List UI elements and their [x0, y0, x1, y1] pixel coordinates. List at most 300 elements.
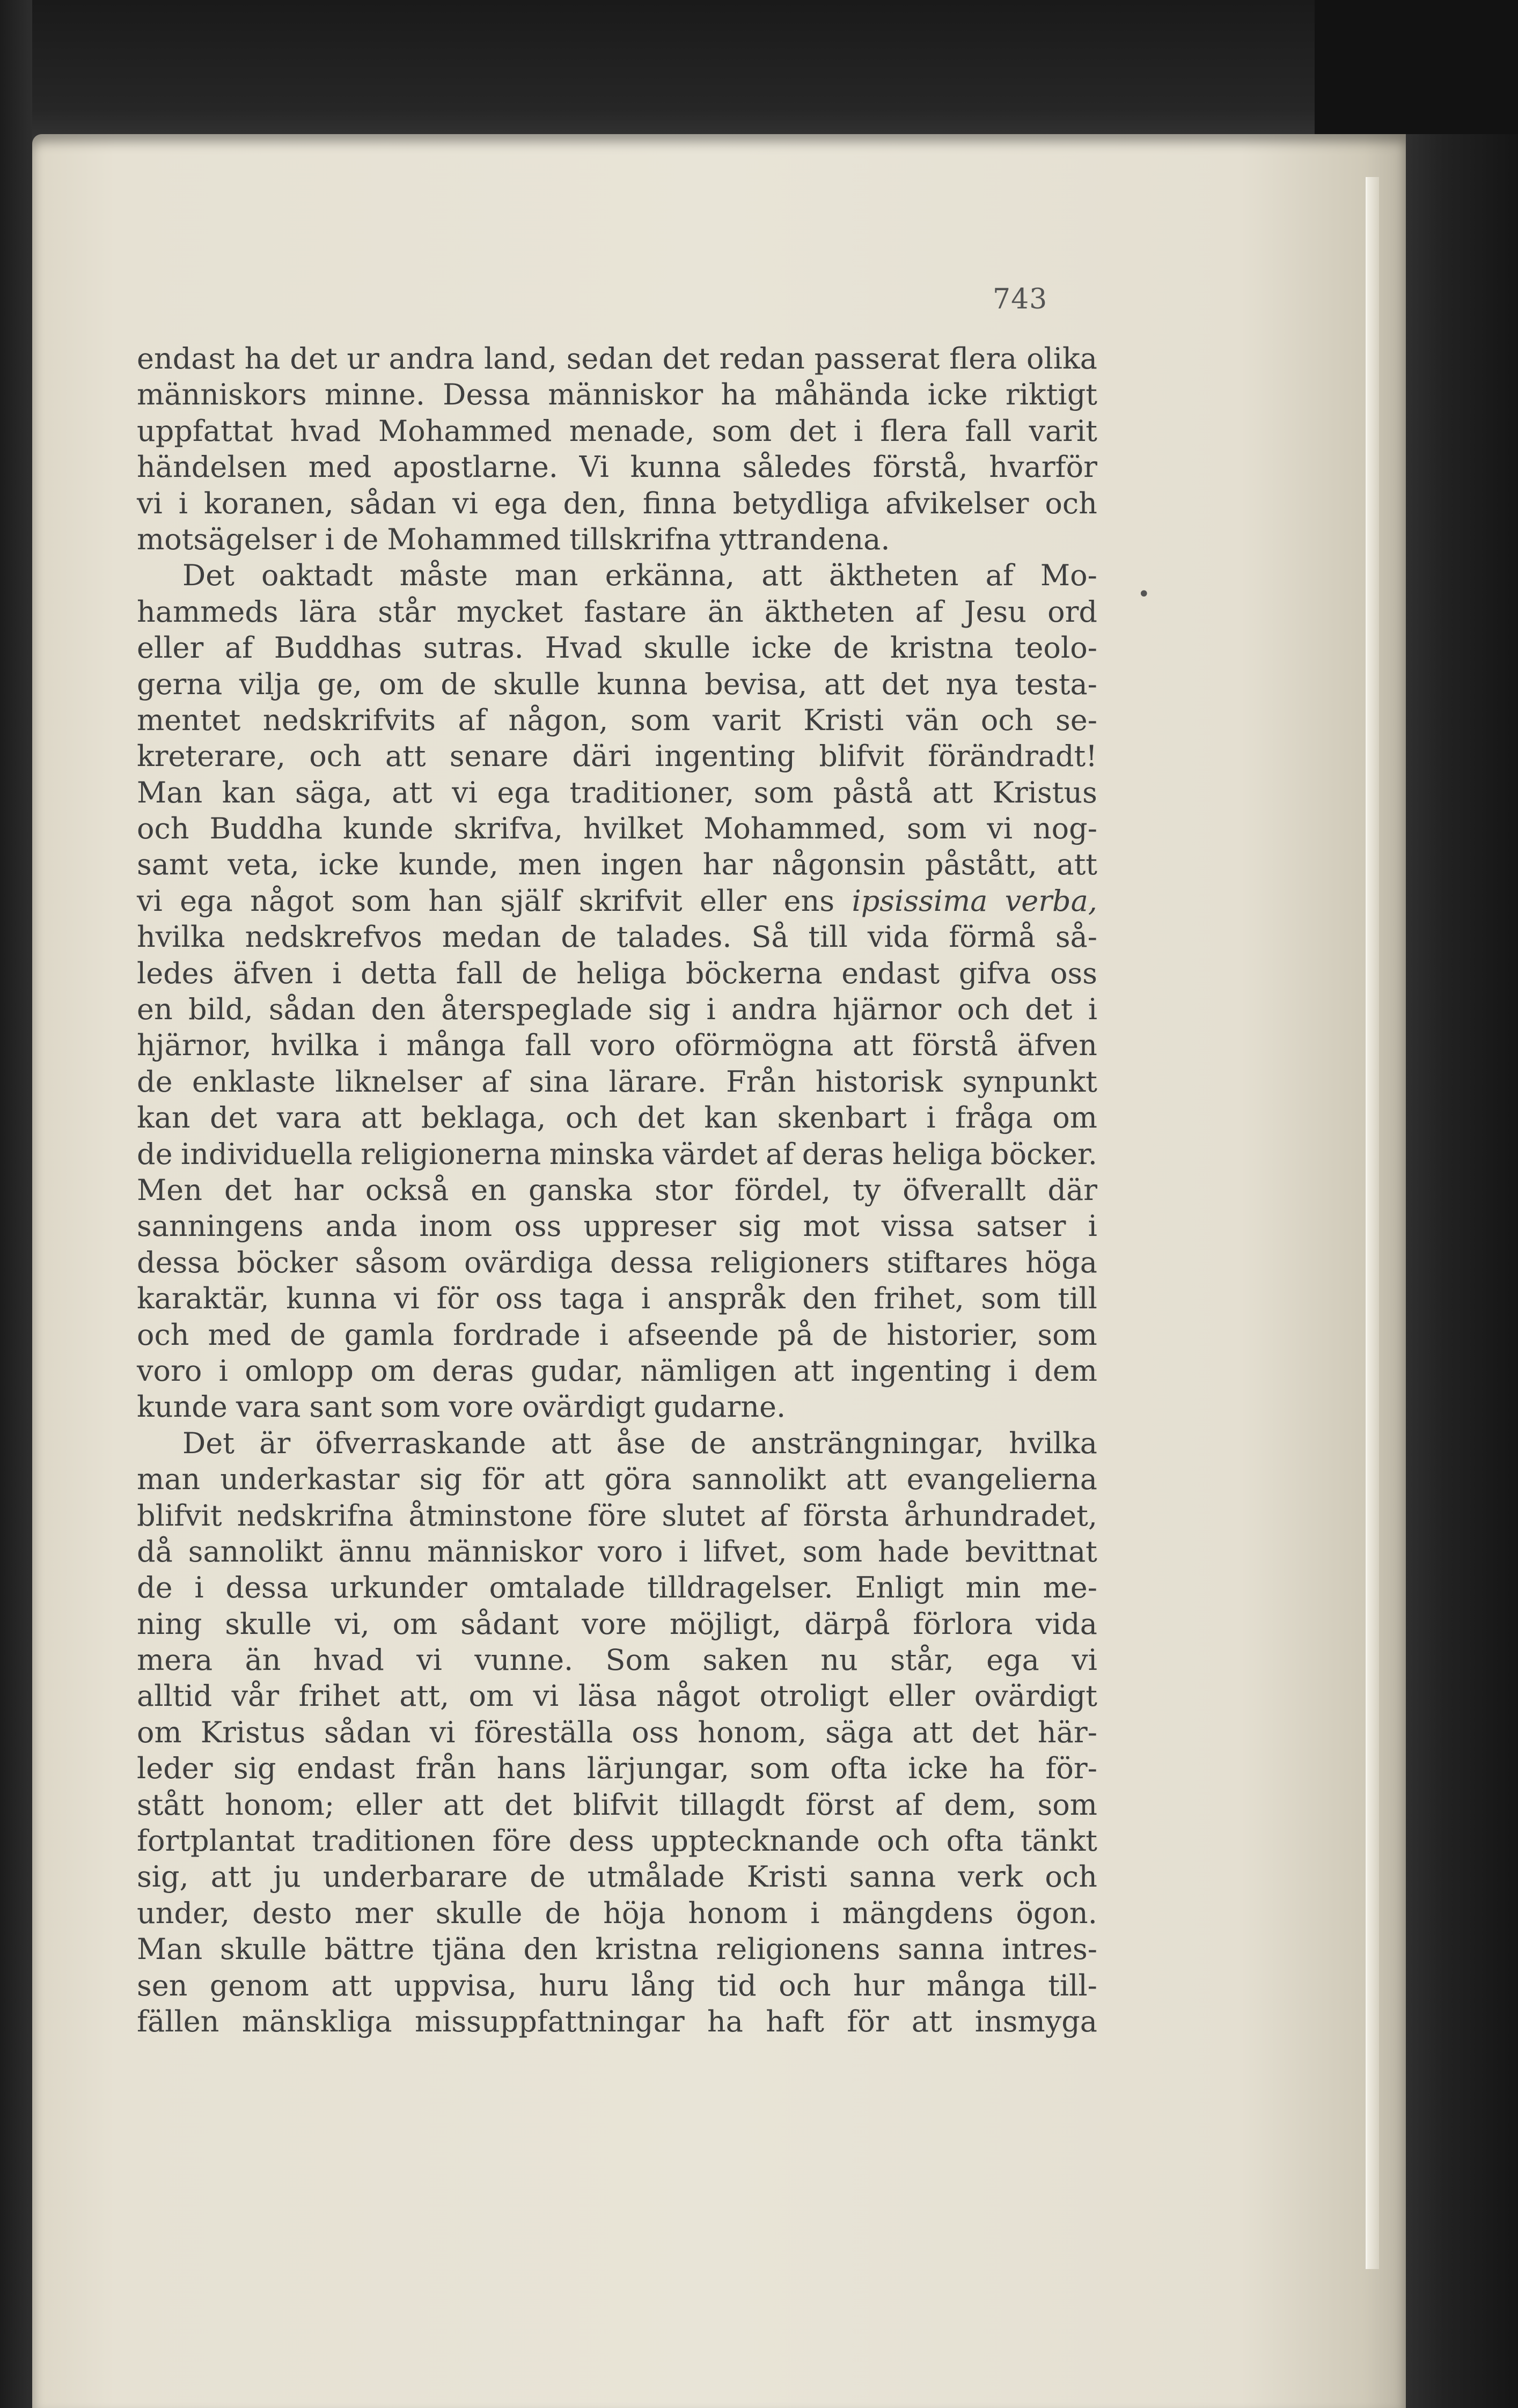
word: mycket [456, 594, 563, 629]
word: påstått, [925, 848, 1037, 882]
word: i [194, 1571, 204, 1605]
word: stått [137, 1787, 204, 1822]
word: de [137, 1064, 173, 1099]
word: hammeds [137, 594, 278, 629]
word: kunna [597, 667, 688, 701]
word: Jesu [964, 594, 1027, 629]
word: Mohammed [378, 414, 552, 448]
word: individuella [180, 1137, 353, 1171]
word: underkastar [220, 1462, 400, 1497]
word: i [810, 1896, 820, 1930]
word: ledes [137, 956, 214, 990]
word: anda [325, 1209, 398, 1243]
word: före [492, 1824, 552, 1858]
word: i [853, 414, 863, 448]
word: vissa [881, 1209, 955, 1243]
word: händelsen [137, 450, 287, 484]
word: underbarare [322, 1860, 508, 1894]
word: de [545, 1896, 581, 1930]
word: från [415, 1751, 476, 1786]
word: ge, [317, 667, 362, 701]
word: andra [388, 342, 475, 375]
word: att, [399, 1679, 450, 1713]
word: att [824, 667, 865, 701]
word: skrifvit [578, 883, 683, 918]
scanner-background-left [0, 0, 32, 2408]
word: anspråk [667, 1282, 786, 1316]
word: är [259, 1426, 291, 1460]
word: att [932, 775, 973, 809]
word: att [793, 1353, 834, 1388]
word: för [482, 1462, 524, 1497]
word: nedskrifvits [262, 703, 436, 737]
word: vi [1072, 1643, 1097, 1677]
word: dessa [137, 1245, 220, 1279]
word: icke [319, 848, 379, 882]
word: testa- [1015, 667, 1097, 701]
word: också [365, 1173, 449, 1207]
word: höja [603, 1896, 666, 1930]
word: desto [252, 1896, 332, 1930]
word: i [178, 486, 188, 520]
word: att [912, 1715, 953, 1749]
word: den [802, 1282, 857, 1316]
word: ögon. [1016, 1896, 1097, 1930]
word: traditioner, [569, 775, 735, 809]
word: det [1025, 992, 1073, 1027]
word: voro [137, 1353, 202, 1388]
word: Men [137, 1173, 203, 1207]
word: historier, [886, 1317, 1019, 1352]
word: icke [908, 1751, 969, 1786]
word: af [985, 558, 1014, 593]
word: vilja [239, 667, 300, 701]
word: i [332, 956, 342, 990]
word: värdet [663, 1137, 758, 1171]
word: höga [1025, 1245, 1097, 1279]
word: förlora [913, 1607, 1013, 1641]
word: kunna [630, 450, 721, 484]
word: sant [309, 1390, 372, 1424]
word: att [761, 558, 802, 593]
word: huru [539, 1968, 609, 2002]
word: erkänna, [605, 558, 735, 593]
word: af [766, 1137, 794, 1171]
word: vi [393, 1282, 420, 1316]
word: oss [632, 1715, 679, 1749]
word: tid [717, 1968, 757, 2002]
word: äktheten [764, 594, 894, 629]
text-line [137, 1317, 1097, 1353]
word: af [895, 1787, 923, 1822]
word: blifvit [819, 739, 904, 774]
word: i [706, 992, 716, 1027]
word: Buddhas [274, 631, 402, 665]
word: ord [1047, 594, 1097, 629]
text-line [137, 1461, 1097, 1497]
word: man [515, 558, 578, 593]
word: vida [1036, 1607, 1097, 1641]
word: betydliga [732, 486, 870, 520]
text-line [137, 377, 1097, 413]
word: att [846, 1462, 887, 1497]
word: måhända [774, 378, 910, 412]
word: flera [949, 342, 1017, 375]
word: står, [890, 1643, 954, 1677]
word: uppreser [583, 1209, 716, 1243]
word: talades. [616, 920, 732, 954]
word: nu [820, 1643, 858, 1677]
word: ovärdiga [464, 1245, 593, 1279]
word: oaktadt [261, 558, 373, 593]
word: enklaste [192, 1064, 316, 1099]
word: som [981, 1282, 1041, 1316]
word: vi [416, 1643, 442, 1677]
word: frihet, [874, 1282, 964, 1316]
word: den [371, 992, 426, 1027]
word: ingenting [850, 1353, 992, 1388]
word: afseende [627, 1317, 759, 1352]
word: något [656, 1679, 740, 1713]
word: de [342, 522, 379, 556]
word: om [137, 1715, 182, 1749]
word: evangelierna [906, 1462, 1097, 1497]
word: satser [976, 1209, 1066, 1243]
word: ega [986, 1643, 1039, 1677]
text-line [137, 919, 1097, 955]
word: taga [559, 1282, 625, 1316]
text-line [137, 1570, 1097, 1606]
word: och [877, 1824, 929, 1858]
word: ovärdigt [974, 1679, 1097, 1713]
text-line [137, 1714, 1097, 1750]
text-line [137, 666, 1097, 702]
word: urkunder [330, 1571, 467, 1605]
word: kunde [342, 812, 434, 846]
word: sina [529, 1064, 589, 1099]
word: hans [496, 1751, 567, 1786]
word: de [690, 1426, 727, 1460]
text-line [137, 1100, 1097, 1136]
word: som [802, 1534, 863, 1568]
word: ha [721, 378, 757, 412]
word: mentet [137, 703, 241, 737]
word: fällen [137, 2004, 219, 2038]
word: sanna [849, 1860, 936, 1894]
word: dem [1034, 1353, 1097, 1388]
text-line [137, 775, 1097, 811]
word: den [523, 1932, 578, 1967]
word: och [309, 739, 362, 774]
word: vän [906, 703, 959, 737]
word: saken [702, 1643, 788, 1677]
word: min [965, 1571, 1021, 1605]
word: utmålade [587, 1860, 725, 1894]
word: att [210, 1860, 252, 1894]
word: i [641, 1282, 651, 1316]
word: i [1088, 1209, 1097, 1243]
word: tjäna [432, 1932, 506, 1967]
word: insmyga [974, 2004, 1097, 2038]
word: endast [841, 956, 940, 990]
word: finna [642, 486, 717, 520]
word: sådant [460, 1607, 559, 1641]
word: sanningens [137, 1209, 304, 1243]
word: Kristi [746, 1860, 827, 1894]
word: Kristus [992, 775, 1097, 809]
word: medan [442, 920, 541, 954]
word: kan [222, 775, 276, 809]
word: passerat [814, 342, 940, 375]
word: nämligen [640, 1353, 777, 1388]
word: vi [452, 486, 478, 520]
word: vore [582, 1607, 647, 1641]
word: och [957, 992, 1010, 1027]
word: sig [419, 1462, 463, 1497]
word: sannolikt [188, 1534, 323, 1568]
word: att [361, 1101, 402, 1135]
word: ha [988, 1751, 1025, 1786]
word: äfven [1017, 1028, 1097, 1063]
text-line [137, 1064, 1097, 1100]
word: som [1037, 1317, 1097, 1352]
word: att [392, 775, 432, 809]
word: sannolikt [691, 1462, 826, 1497]
word: apostlarne. [393, 450, 558, 484]
word: fördel, [734, 1173, 831, 1207]
word: förmå [949, 920, 1036, 954]
word: det [210, 1101, 258, 1135]
word: såsom [355, 1245, 447, 1279]
word: Mo- [1040, 558, 1097, 593]
word: i [378, 1028, 387, 1063]
word: leder [137, 1751, 213, 1786]
word: det [662, 342, 710, 375]
word: synpunkt [962, 1064, 1097, 1099]
word: otroligt [759, 1679, 869, 1713]
word: man [137, 1462, 201, 1497]
word: vi [429, 1715, 456, 1749]
word: där [1047, 1173, 1097, 1207]
word: möjligt, [669, 1607, 782, 1641]
word: eller [137, 631, 204, 665]
word: Man [137, 1932, 203, 1967]
word: stor [655, 1173, 713, 1207]
word: återspeglade [441, 992, 633, 1027]
text-line [137, 521, 1097, 557]
word: i [1088, 992, 1097, 1027]
word: de [137, 1137, 173, 1171]
word: historisk [815, 1064, 943, 1099]
word: beklaga, [421, 1101, 546, 1135]
word: människor [427, 1534, 583, 1568]
word: med [208, 1317, 272, 1352]
word: han [428, 883, 483, 918]
word: frihet [298, 1679, 380, 1713]
word: Buddha [209, 812, 323, 846]
word: icke [751, 631, 812, 665]
word: haft [766, 2004, 824, 2038]
word: står [378, 594, 436, 629]
word: för- [1045, 1751, 1097, 1786]
body-text [137, 341, 1097, 2039]
word: sanna [898, 1932, 985, 1967]
word: till- [1048, 1968, 1097, 2002]
word: kristna [890, 631, 994, 665]
word: de [561, 920, 597, 954]
word: sedan [566, 342, 653, 375]
page-edge [1366, 177, 1379, 2269]
word: eller [888, 1679, 955, 1713]
word: vår [231, 1679, 280, 1713]
word: Vi [579, 450, 609, 484]
word: ansträngningar, [751, 1426, 984, 1460]
word: alltid [137, 1679, 212, 1713]
book-binding-edge [1395, 134, 1518, 2408]
word: under, [137, 1896, 230, 1930]
word: stiftares [886, 1245, 1008, 1279]
word: säga [825, 1715, 893, 1749]
word: heliga [892, 1137, 982, 1171]
word: verk [958, 1860, 1023, 1894]
word: lång [630, 1968, 695, 2002]
word: hvilka [1009, 1426, 1097, 1460]
word: före [588, 1498, 647, 1533]
word: sådan [349, 486, 437, 520]
word: vi [987, 812, 1013, 846]
word: fordrade [453, 1317, 581, 1352]
text-line [137, 1678, 1097, 1714]
word: tilldragelser. [647, 1571, 833, 1605]
word: om [1052, 1101, 1097, 1135]
text-line [137, 883, 1097, 919]
word: upptecknande [651, 1824, 860, 1858]
word: till [808, 920, 848, 954]
word: Mohammed [387, 522, 561, 556]
word: sådan [324, 1715, 411, 1749]
word: som [630, 703, 691, 737]
word: än [245, 1643, 281, 1677]
word: för [847, 2004, 889, 2038]
text-line [137, 955, 1097, 991]
text-line [137, 1534, 1097, 1570]
word: har [702, 848, 753, 882]
word: och [137, 812, 189, 846]
text-line [137, 1931, 1097, 1967]
word: den, [563, 486, 627, 520]
word: tänkt [1020, 1824, 1097, 1858]
word: säga, [295, 775, 372, 809]
scanner-background-top [0, 0, 1518, 156]
word: de [530, 1860, 566, 1894]
word: Dessa [443, 378, 531, 412]
word: ofta [830, 1751, 888, 1786]
word: öfverallt [903, 1173, 1026, 1207]
word: religionens [716, 1932, 881, 1967]
word: de [137, 1571, 173, 1605]
word: eller [699, 883, 767, 918]
word: för [436, 1282, 479, 1316]
word: vunne. [474, 1643, 574, 1677]
word: första [803, 1498, 889, 1533]
word: föreställa [474, 1715, 613, 1749]
word: vida [867, 920, 929, 954]
word: religioners [710, 1245, 870, 1279]
word: ingen [600, 848, 684, 882]
word: som [1037, 1787, 1097, 1822]
word: Det [182, 1426, 234, 1460]
word: gudarne. [654, 1390, 786, 1424]
word: deras [432, 1353, 514, 1388]
word: honom, [698, 1715, 807, 1749]
word: verba, [1004, 883, 1097, 918]
word: det [881, 667, 929, 701]
text-line [137, 1895, 1097, 1931]
page-number: 743 [993, 283, 1048, 315]
word: kan [137, 1101, 190, 1135]
text-line [137, 991, 1097, 1027]
word: nog- [1032, 812, 1097, 846]
word: fortplantat [137, 1824, 295, 1858]
word: och [1045, 486, 1097, 520]
word: nedskrifna [237, 1498, 394, 1533]
word: i [1008, 1353, 1017, 1388]
word: har [294, 1173, 343, 1207]
word: oss [495, 1282, 543, 1316]
word: inom [419, 1209, 493, 1243]
word: sig [233, 1751, 276, 1786]
word: åtminstone [408, 1498, 573, 1533]
text-line [137, 1425, 1097, 1461]
word: hvilka [270, 1028, 360, 1063]
word: någon, [508, 703, 608, 737]
text-line [137, 594, 1097, 630]
word: att [385, 739, 426, 774]
word: som [753, 775, 814, 809]
word: bevittnat [965, 1534, 1097, 1568]
word: minska [549, 1137, 655, 1171]
word: blifvit [137, 1498, 222, 1533]
word: som [750, 1751, 810, 1786]
word: kunde, [398, 848, 498, 882]
word: däri [572, 739, 632, 774]
word: sutras. [423, 631, 524, 665]
word: någonsin [772, 848, 906, 882]
word: gudar, [530, 1353, 624, 1388]
word: hur [853, 1968, 905, 2002]
word: sen [137, 1968, 188, 2002]
word: som [351, 883, 411, 918]
word: människor [548, 378, 703, 412]
word: intres- [1002, 1932, 1097, 1967]
word: ganska [528, 1173, 633, 1207]
word: då [137, 1534, 173, 1568]
word: att [1057, 848, 1097, 882]
word: måste [399, 558, 488, 593]
word: mer [354, 1896, 413, 1930]
word: voro [598, 1534, 663, 1568]
word: en [471, 1173, 507, 1207]
text-line [137, 811, 1097, 846]
word: därpå [804, 1607, 890, 1641]
word: hjärnor, [137, 1028, 252, 1063]
word: detta [361, 956, 437, 990]
text-line [137, 1750, 1097, 1786]
word: hvad [313, 1643, 384, 1677]
word: hvilka [137, 920, 225, 954]
word: mera [137, 1643, 213, 1677]
word: göra [604, 1462, 672, 1497]
